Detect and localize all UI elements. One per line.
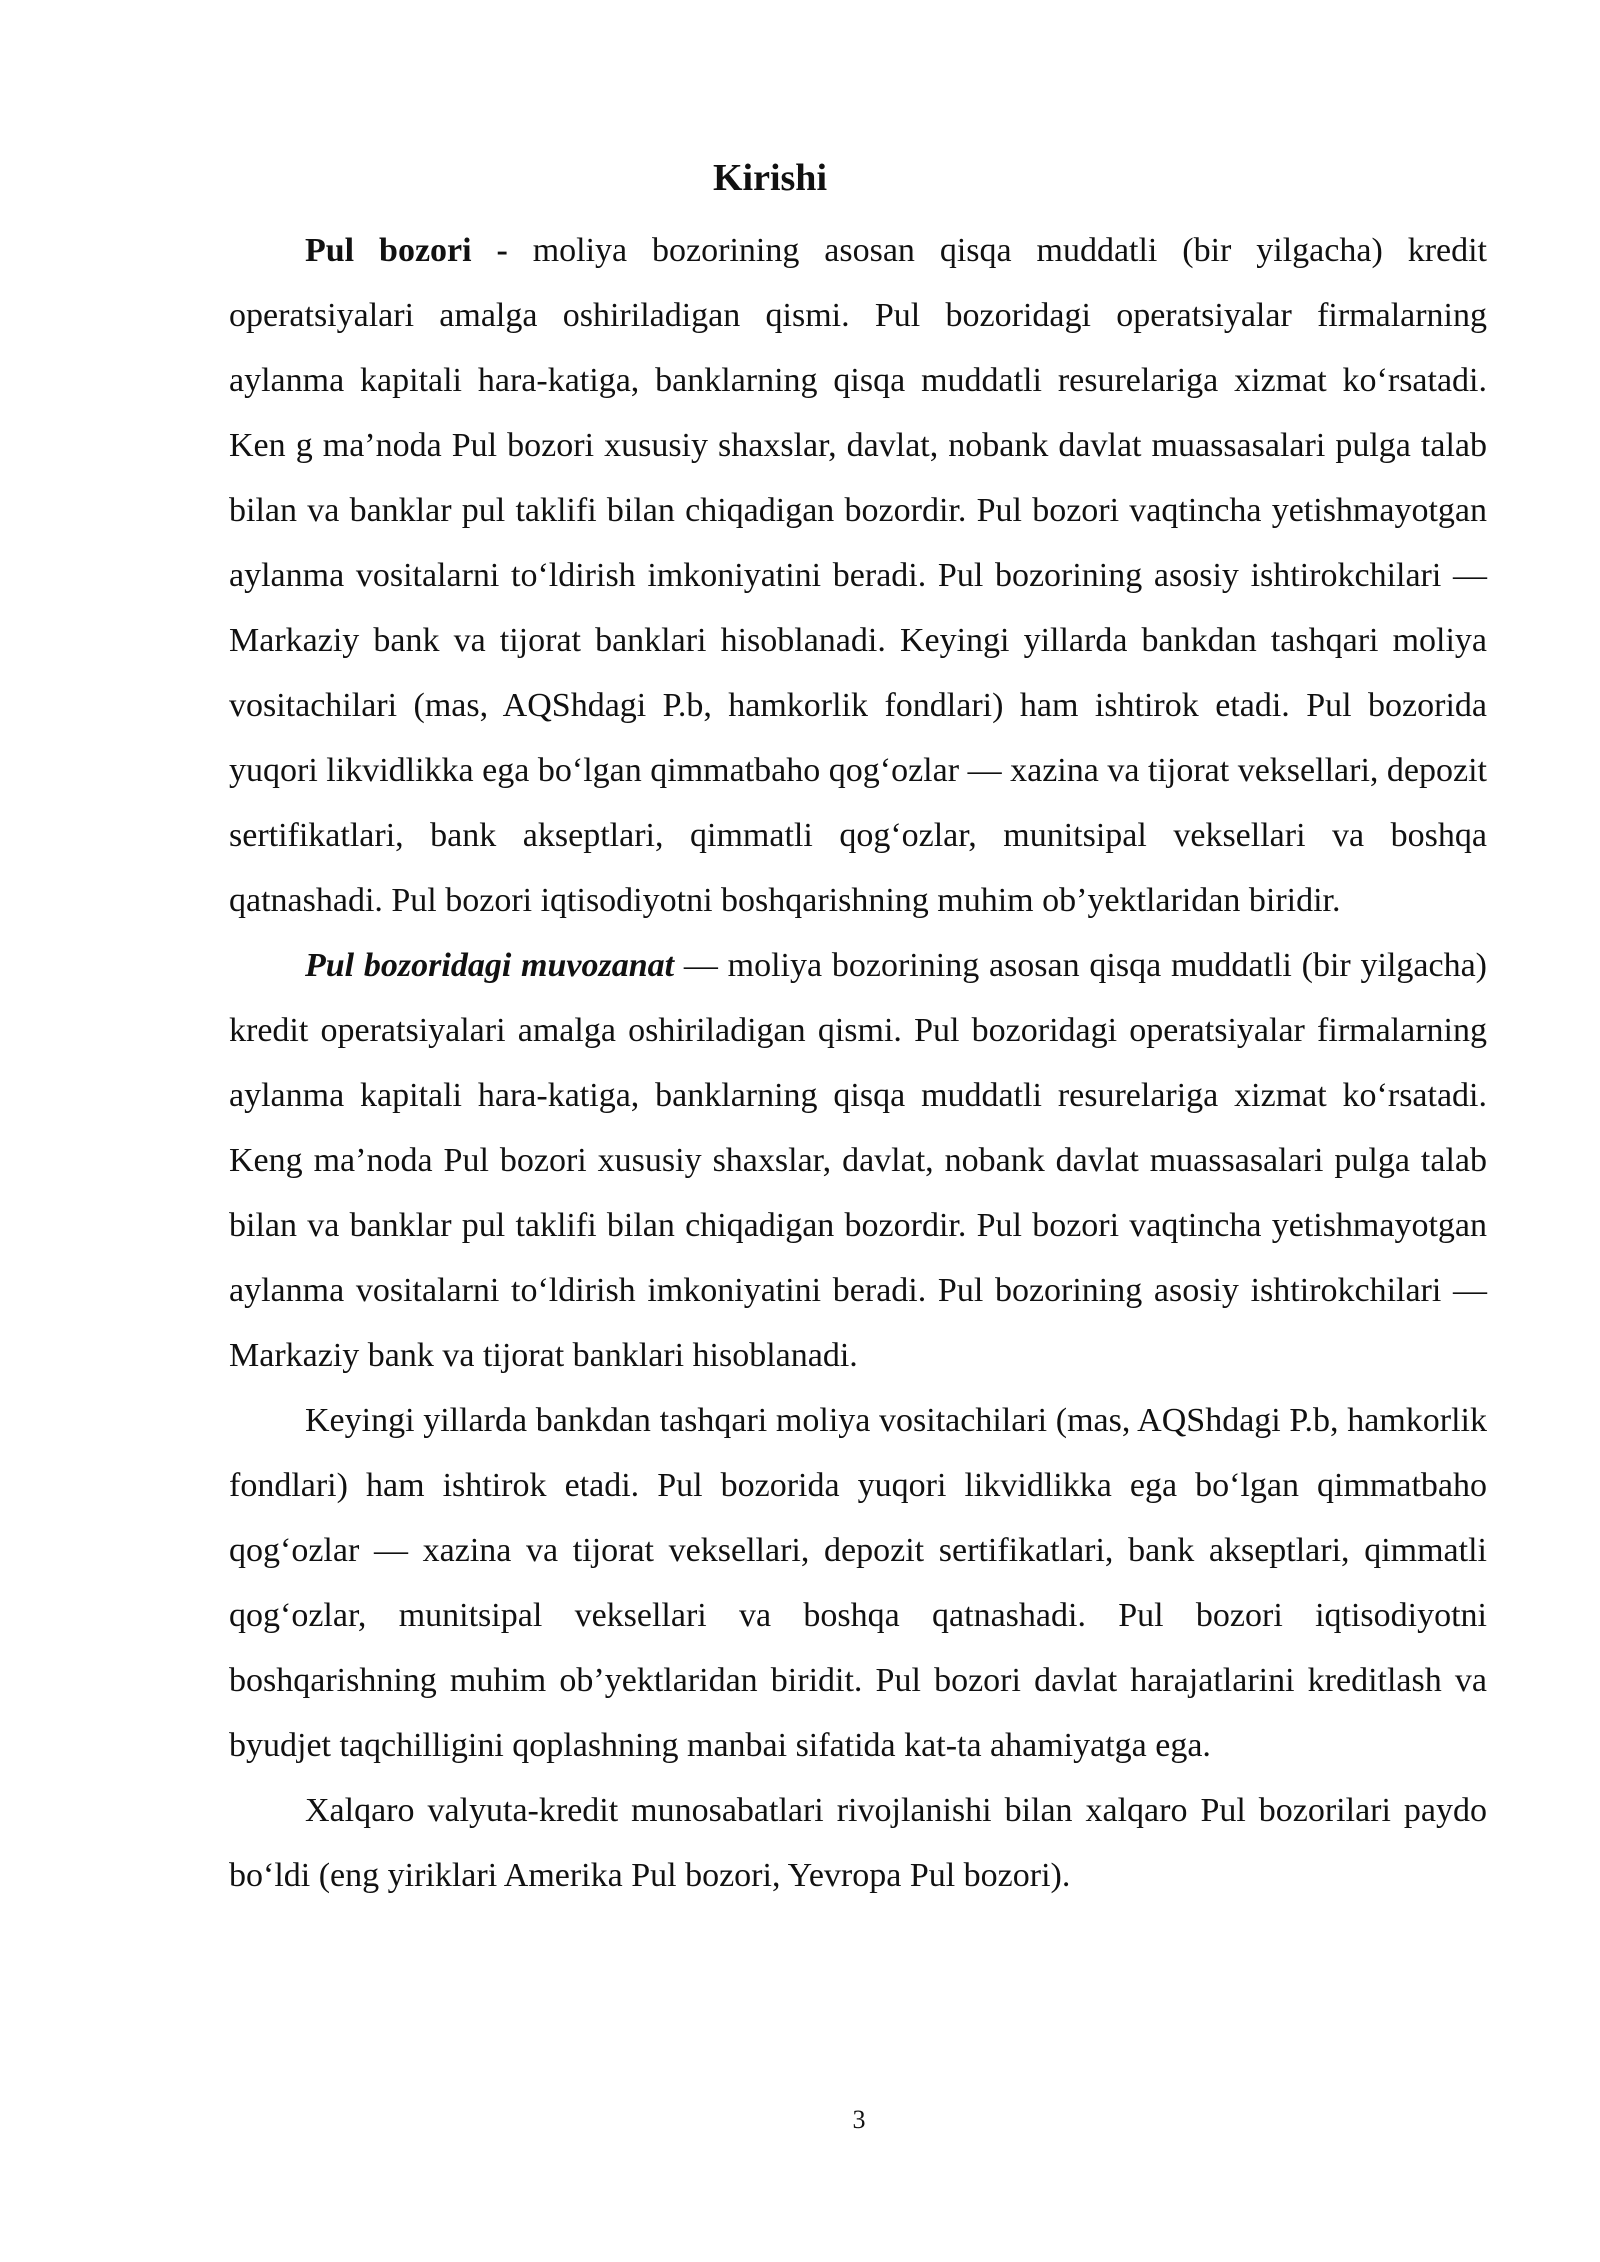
paragraph-text: Keyingi yillarda bankdan tashqari moliya vositachilari (mas, AQShdagi P.b, hamkorlik fondlari) ham ishtirok etadi. Pul bozorida yuqori likvidlikka ega bo‘lgan qimmatbaho qog‘ozlar — xazina va tijorat veksellari, depozit sertifikatlari, bank akseptlari, qimmatli qog‘ozlar, munitsipal veksellari va boshqa qatnashadi. Pul bozori iqtisodiyotni boshqarishning muhim ob’yektlaridan biridit. Pul bozori davlat harajatlarini kreditlash va byudjet taqchilligini qoplashning manbai sifatida kat-ta ahamiyatga ega. bbox=[229, 1402, 1487, 1764]
document-body bbox=[229, 218, 1487, 1908]
paragraph-xalqaro bbox=[229, 1778, 1487, 1908]
page-number: 3 bbox=[852, 2105, 866, 2134]
paragraph-text: Xalqaro valyuta-kredit munosabatlari rivojlanishi bilan xalqaro Pul bozorilari paydo bo‘ldi (eng yiriklari Amerika Pul bozori, Yevropa Pul bozori). bbox=[229, 1792, 1487, 1894]
paragraph-text: — moliya bozorining asosan qisqa muddatli (bir yilgacha) kredit operatsiyalari amalga oshiriladigan qismi. Pul bozoridagi operatsiyalar firmalarning aylanma kapitali hara-katiga, banklarning qisqa muddatli resurelariga xizmat ko‘rsatadi. Keng ma’noda Pul bozori xususiy shaxslar, davlat, nobank davlat muassasalari pulga talab bilan va banklar pul taklifi bilan chiqadigan bozordir. Pul bozori vaqtincha yetishmayotgan aylanma vositalarni to‘ldirish imkoniyatini beradi. Pul bozorining asosiy ishtirokchilari — Markaziy bank va tijorat banklari hisoblanadi. bbox=[229, 947, 1487, 1374]
paragraph-text: moliya bozorining asosan qisqa muddatli (bir yilgacha) kredit operatsiyalari amalga oshiriladigan qismi. Pul bozoridagi operatsiyalar firmalarning aylanma kapitali hara-katiga, banklarning qisqa muddatli resurelariga xizmat ko‘rsatadi. Ken g ma’noda Pul bozori xususiy shaxslar, davlat, nobank davlat muassasalari pulga talab bilan va banklar pul taklifi bilan chiqadigan bozordir. Pul bozori vaqtincha yetishmayotgan aylanma vositalarni to‘ldirish imkoniyatini beradi. Pul bozorining asosiy ishtirokchilari — Markaziy bank va tijorat banklari hisoblanadi. Keyingi yillarda bankdan tashqari moliya vositachilari (mas, AQShdagi P.b, hamkorlik fondlari) ham ishtirok etadi. Pul bozorida yuqori likvidlikka ega bo‘lgan qimmatbaho qog‘ozlar — xazina va tijorat veksellari, depozit sertifikatlari, bank akseptlari, qimmatli qog‘ozlar, munitsipal veksellari va boshqa qatnashadi. Pul bozori iqtisodiyotni boshqarishning muhim ob’yektlaridan biridir. bbox=[229, 232, 1487, 919]
term-pul-bozoridagi-muvozanat: Pul bozoridagi muvozanat bbox=[305, 947, 675, 984]
paragraph-pul-bozori bbox=[229, 218, 1487, 933]
term-pul-bozori: Pul bozori - bbox=[305, 232, 508, 269]
page-title: Kirishi bbox=[712, 157, 828, 199]
paragraph-muvozanat bbox=[229, 933, 1487, 1388]
paragraph-keyingi-yillarda bbox=[229, 1388, 1487, 1778]
